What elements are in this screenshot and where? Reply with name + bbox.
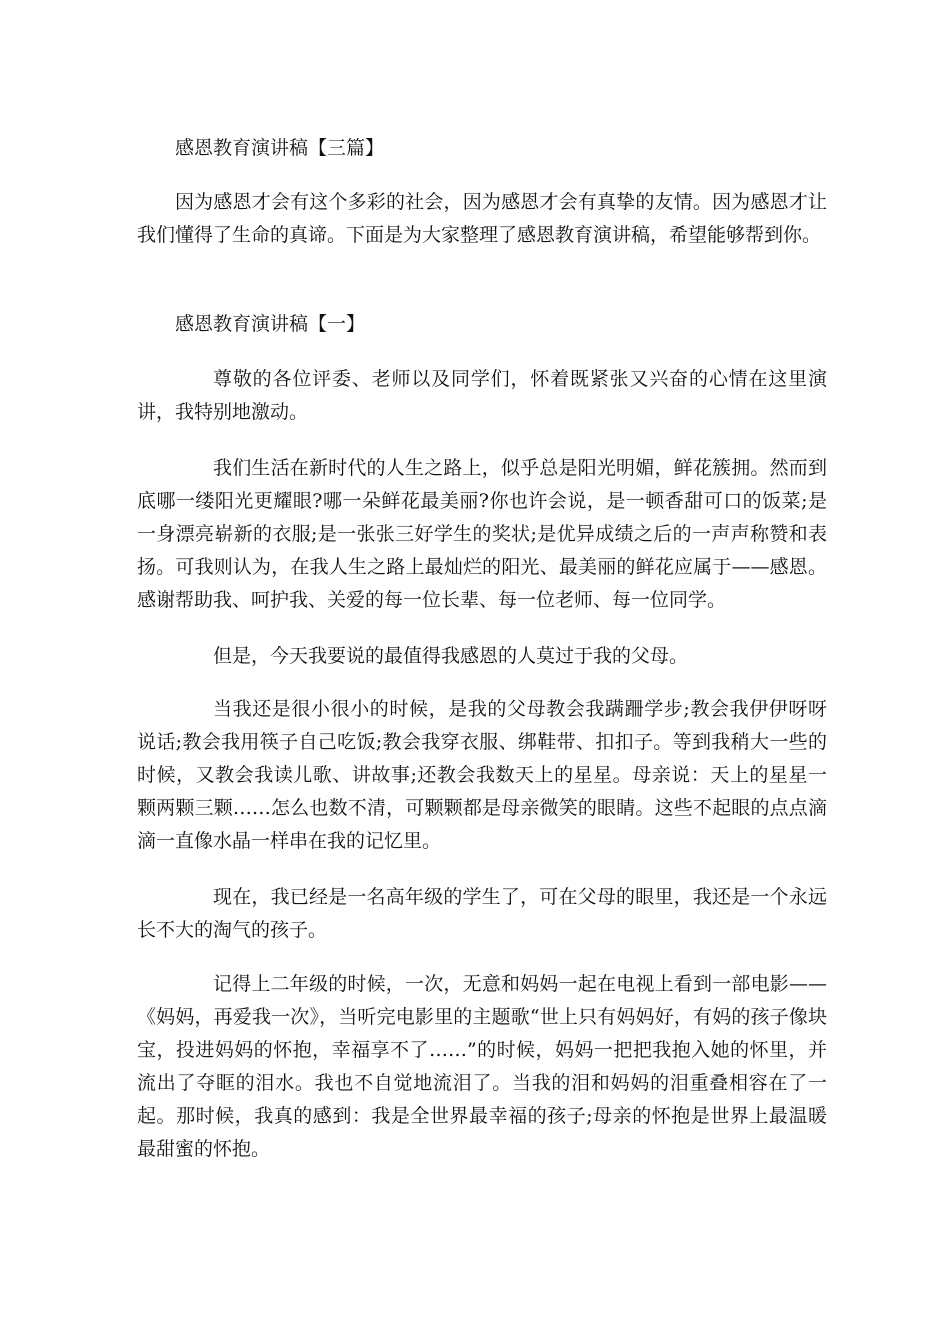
document-title: 感恩教育演讲稿【三篇】 xyxy=(175,137,385,159)
intro-paragraph: 因为感恩才会有这个多彩的社会，因为感恩才会有真挚的友情。因为感恩才让我们懂得了生命的真谛。下面是为大家整理了感恩教育演讲稿，希望能够帮到你。 xyxy=(137,191,827,246)
paragraph-6: 记得上二年级的时候，一次，无意和妈妈一起在电视上看到一部电影——《妈妈，再爱我一次》，当听完电影里的主题歌“世上只有妈妈好，有妈的孩子像块宝，投进妈妈的怀抱，幸福享不了……”的时候，妈妈一把把我抱入她的怀里，并流出了夺眶的泪水。我也不自觉地流泪了。当我的泪和妈妈的泪重叠相容在了一起。那时候，我真的感到：我是全世界最幸福的孩子;母亲的怀抱是世界上最温暖最甜蜜的怀抱。 xyxy=(137,973,827,1160)
paragraph-4: 当我还是很小很小的时候，是我的父母教会我蹒跚学步;教会我伊伊呀呀说话;教会我用筷子自己吃饭;教会我穿衣服、绑鞋带、扣扣子。等到我稍大一些的时候，又教会我读儿歌、讲故事;还教会我数天上的星星。母亲说：天上的星星一颗两颗三颗……怎么也数不清，可颗颗都是母亲微笑的眼睛。这些不起眼的点点滴滴一直像水晶一样串在我的记忆里。 xyxy=(137,698,827,852)
section-heading: 感恩教育演讲稿【一】 xyxy=(175,313,366,335)
paragraph-1: 尊敬的各位评委、老师以及同学们，怀着既紧张又兴奋的心情在这里演讲，我特别地激动。 xyxy=(137,368,827,423)
paragraph-2: 我们生活在新时代的人生之路上，似乎总是阳光明媚，鲜花簇拥。然而到底哪一缕阳光更耀眼?哪一朵鲜花最美丽?你也许会说，是一顿香甜可口的饭菜;是一身漂亮崭新的衣服;是一张张三好学生的奖状;是优异成绩之后的一声声称赞和表扬。可我则认为，在我人生之路上最灿烂的阳光、最美丽的鲜花应属于——感恩。感谢帮助我、呵护我、关爱的每一位长辈、每一位老师、每一位同学。 xyxy=(137,457,827,611)
paragraph-5: 现在，我已经是一名高年级的学生了，可在父母的眼里，我还是一个永远长不大的淘气的孩子。 xyxy=(137,886,827,941)
paragraph-3: 但是，今天我要说的最值得我感恩的人莫过于我的父母。 xyxy=(213,645,689,667)
